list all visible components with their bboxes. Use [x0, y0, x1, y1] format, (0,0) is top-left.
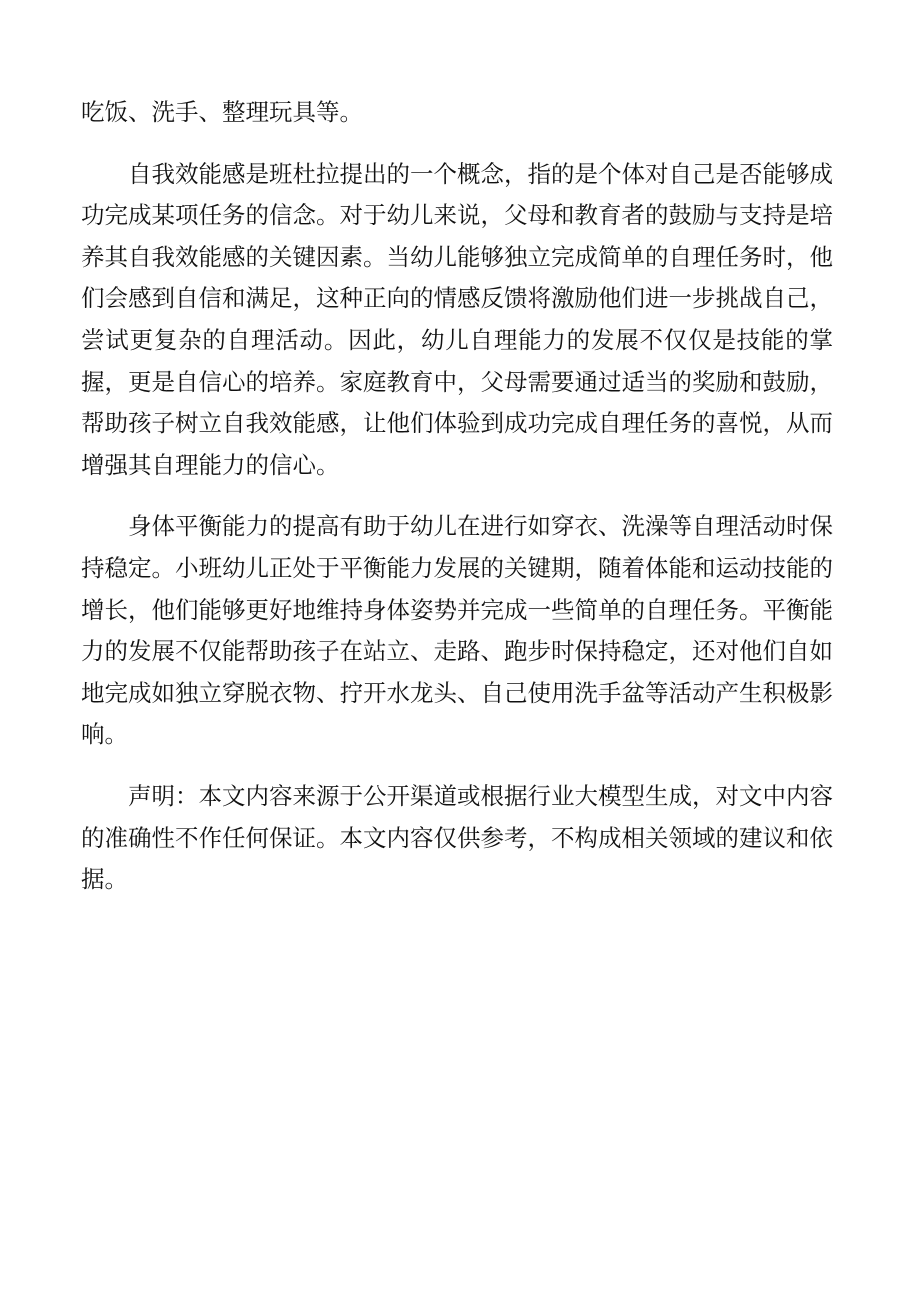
- paragraph-self-efficacy: 自我效能感是班杜拉提出的一个概念，指的是个体对自己是否能够成功完成某项任务的信念。对于幼儿来说，父母和教育者的鼓励与支持是培养其自我效能感的关键因素。当幼儿能够独立完成简单的自理任务时，他们会感到自信和满足，这种正向的情感反馈将激励他们进一步挑战自己，尝试更复杂的自理活动。因此，幼儿自理能力的发展不仅仅是技能的掌握，更是自信心的培养。家庭教育中，父母需要通过适当的奖励和鼓励，帮助孩子树立自我效能感，让他们体验到成功完成自理任务的喜悦，从而增强其自理能力的信心。: [81, 159, 833, 479]
- paragraph-continuation: 吃饭、洗手、整理玩具等。: [81, 98, 363, 126]
- paragraph-disclaimer: 声明：本文内容来源于公开渠道或根据行业大模型生成，对文中内容的准确性不作任何保证。本文内容仅供参考，不构成相关领域的建议和依据。: [81, 781, 833, 894]
- document-body: [81, 92, 833, 901]
- paragraph-balance-ability: 身体平衡能力的提高有助于幼儿在进行如穿衣、洗澡等自理活动时保持稳定。小班幼儿正处于平衡能力发展的关键期，随着体能和运动技能的增长，他们能够更好地维持身体姿势并完成一些简单的自理任务。平衡能力的发展不仅能帮助孩子在站立、走路、跑步时保持稳定，还对他们自如地完成如独立穿脱衣物、拧开水龙头、自己使用洗手盆等活动产生积极影响。: [81, 512, 833, 749]
